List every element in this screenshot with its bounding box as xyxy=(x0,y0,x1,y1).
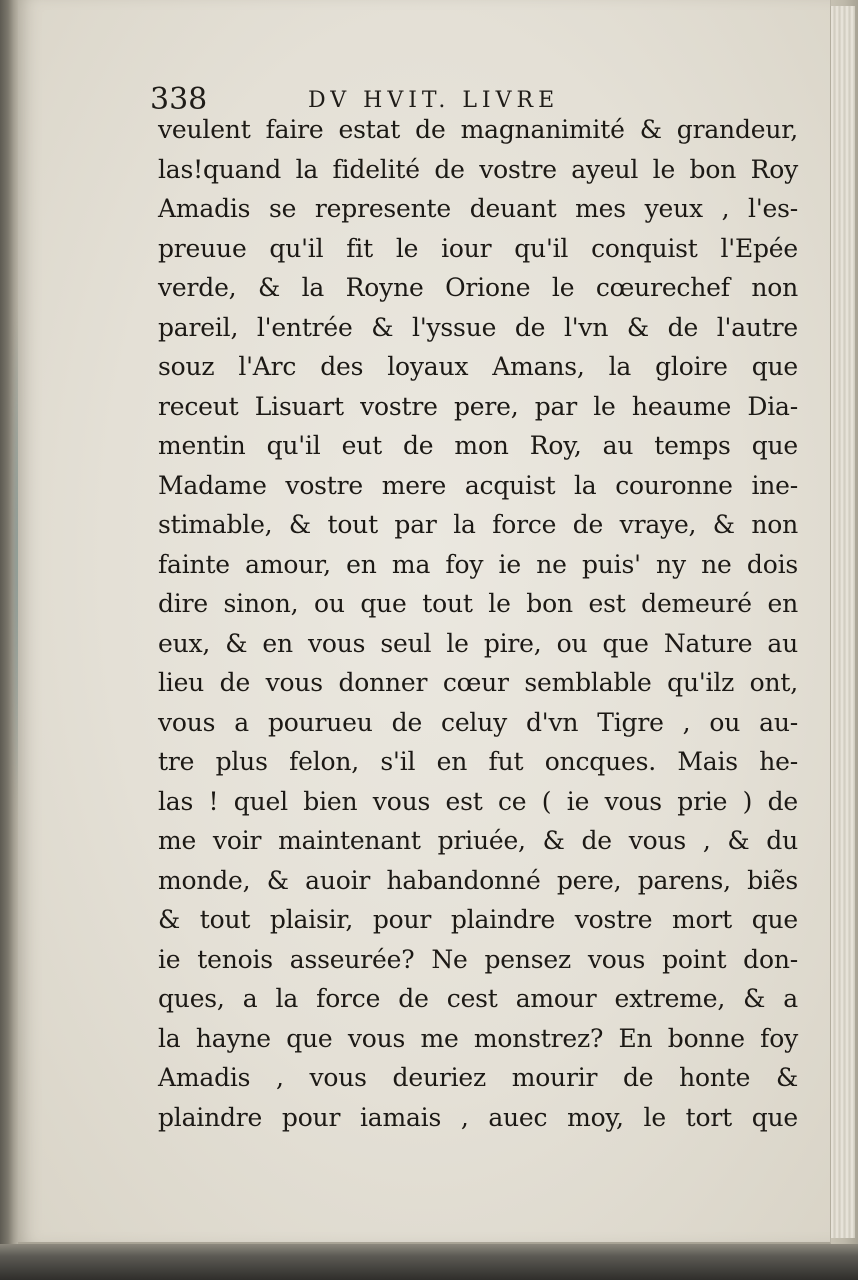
text-line: me voir maintenant priuée, & de vous , & du xyxy=(158,826,798,855)
text-line: verde, & la Royne Orione le cœurechef non xyxy=(158,273,798,302)
text-line: eux, & en vous seul le pire, ou que Nature au xyxy=(158,628,798,658)
scan-bottom-edge xyxy=(0,1244,858,1280)
text-line: las ! quel bien vous est ce ( ie vous prie ) de xyxy=(158,786,798,816)
body-text xyxy=(158,110,798,1137)
text-line: las!quand la fidelité de vostre ayeul le bon Roy xyxy=(158,154,798,184)
running-head: DV HVIT. LIVRE xyxy=(308,88,560,113)
text-line: pareil, l'entrée & l'yssue de l'vn & de l'autre xyxy=(158,312,798,342)
page-edges xyxy=(830,6,855,1238)
text-line: plaindre pour iamais , auec moy, le tort que xyxy=(158,1102,798,1132)
text-line: & tout plaisir, pour plaindre vostre mort que xyxy=(158,905,798,934)
text-line: Amadis , vous deuriez mourir de honte & xyxy=(158,1063,798,1092)
text-line: mentin qu'il eut de mon Roy, au temps que xyxy=(158,431,798,460)
page-number: 338 xyxy=(150,82,208,117)
text-line: stimable, & tout par la force de vraye, & non xyxy=(158,510,798,539)
text-line: la hayne que vous me monstrez? En bonne foy xyxy=(158,1023,798,1053)
text-line: monde, & auoir habandonné pere, parens, biẽs xyxy=(158,865,798,895)
text-line: preuue qu'il fit le iour qu'il conquist l'Epée xyxy=(158,233,798,263)
text-line: dire sinon, ou que tout le bon est demeuré en xyxy=(158,589,798,618)
text-line: ques, a la force de cest amour extreme, & a xyxy=(158,984,798,1013)
text-line: vous a pourueu de celuy d'vn Tigre , ou au- xyxy=(158,707,798,737)
text-line: Madame vostre mere acquist la couronne ine- xyxy=(158,470,798,500)
text-line: tre plus felon, s'il en fut oncques. Mais he- xyxy=(158,747,798,776)
text-line: lieu de vous donner cœur semblable qu'ilz ont, xyxy=(158,668,798,697)
text-line: fainte amour, en ma foy ie ne puis' ny ne dois xyxy=(158,549,798,579)
text-line: ie tenois asseurée? Ne pensez vous point don- xyxy=(158,944,798,974)
text-line: Amadis se represente deuant mes yeux , l'es- xyxy=(158,194,798,223)
text-line: receut Lisuart vostre pere, par le heaume Dia- xyxy=(158,391,798,421)
text-line: souz l'Arc des loyaux Amans, la gloire que xyxy=(158,352,798,381)
text-line: veulent faire estat de magnanimité & grandeur, xyxy=(158,115,798,144)
